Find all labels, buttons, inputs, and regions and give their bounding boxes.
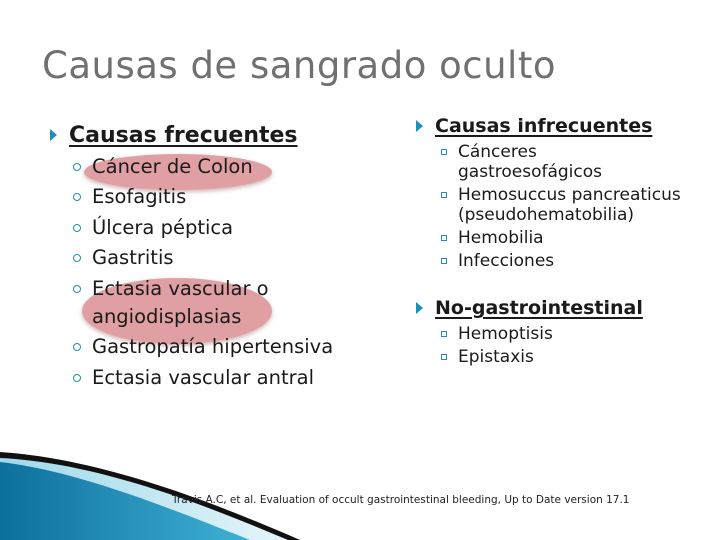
infrequent-causes-heading [416,113,706,139]
infrequent-causes-heading-text: Causas infrecuentes [435,115,653,137]
triangle-bullet-icon [416,302,423,314]
triangle-bullet-icon [416,120,423,132]
square-bullet-icon [441,331,447,337]
square-bullet-icon [441,192,447,198]
list-item: Úlcera péptica [50,214,390,242]
slide-title: Causas de sangrado oculto [42,44,556,87]
square-bullet-icon [441,258,447,264]
list-item: Cánceres gastroesofágicos [416,142,628,182]
infrequent-causes-list [416,142,706,271]
non-gi-heading-text: No-gastrointestinal [435,297,643,319]
frequent-causes-list [50,153,390,392]
list-item: Epistaxis [416,347,706,367]
list-item: Hemosuccus pancreaticus (pseudohematobilia) [416,185,693,225]
square-bullet-icon [441,235,447,241]
citation: Travis A.C, et al. Evaluation of occult gastrointestinal bleeding, Up to Date version 17.1 [172,494,630,506]
non-gi-heading [416,295,706,321]
circle-bullet-icon [73,254,81,262]
square-bullet-icon [441,149,447,155]
list-item: Cáncer de Colon [50,153,390,181]
list-item: Ectasia vascular o angiodisplasias [50,275,307,331]
list-item: Ectasia vascular antral [50,364,390,392]
circle-bullet-icon [73,224,81,232]
left-column [50,120,390,392]
circle-bullet-icon [73,374,81,382]
circle-bullet-icon [73,343,81,351]
right-column [416,113,706,367]
circle-bullet-icon [73,163,81,171]
non-gi-list [416,324,706,367]
list-item: Hemobilia [416,228,706,248]
list-item: Gastropatía hipertensiva [50,333,390,361]
frequent-causes-heading-text: Causas frecuentes [69,122,298,148]
list-item: Hemoptisis [416,324,706,344]
list-item: Esofagitis [50,183,390,211]
list-item: Gastritis [50,244,390,272]
list-item: Infecciones [416,251,706,271]
triangle-bullet-icon [50,129,57,141]
square-bullet-icon [441,354,447,360]
circle-bullet-icon [73,193,81,201]
circle-bullet-icon [73,285,81,293]
frequent-causes-heading [50,120,390,150]
